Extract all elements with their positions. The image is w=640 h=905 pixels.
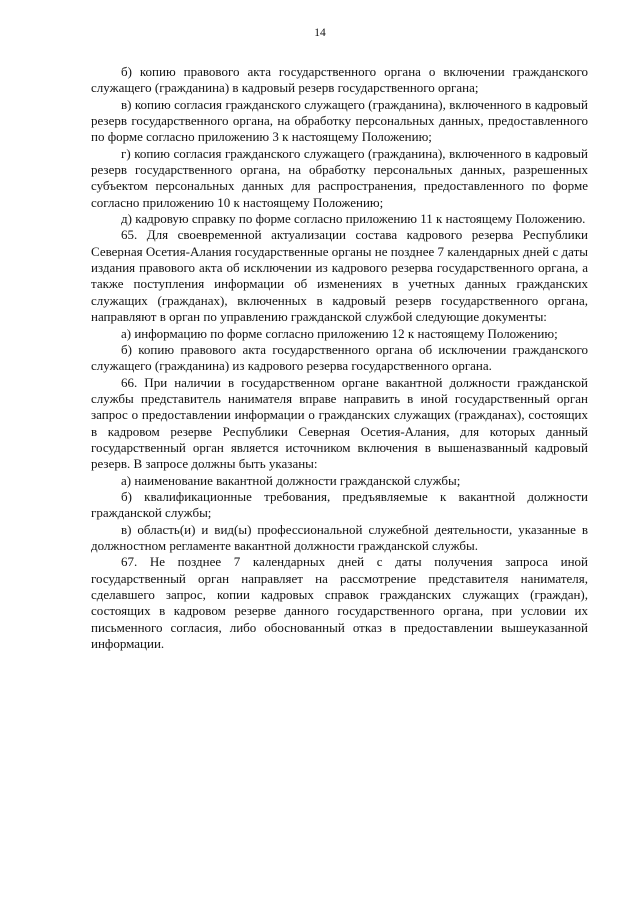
paragraph-66: 66. При наличии в государственном органе вакантной должности гражданской службы представитель нанимателя вправе направить в иной государственный орган запрос о предоставлении информации о гражданских служащих (гражданах), состоящих в кадровом резерве Республики Северная Осетия-Алания, для которых данный государственный орган является источником включения в вышеназванный кадровый резерв. В запросе должны быть указаны: [91,374,588,472]
document-body [91,64,588,652]
paragraph-v-consent-copy: в) копию согласия гражданского служащего (гражданина), включенного в кадровый резерв государственного органа, на обработку персональных данных, предоставленного по форме согласно приложению 3 к настоящему Положению; [91,96,588,145]
paragraph-d-personnel-reference: д) кадровую справку по форме согласно приложению 11 к настоящему Положению. [121,211,586,227]
paragraph-67: 67. Не позднее 7 календарных дней с даты получения запроса иной государственный орган направляет на рассмотрение представителя нанимателя, сделавшего запрос, копии кадровых справок гражданских служащих (граждан), состоящих в кадровом резерве данного государственного органа, при условии их письменного согласия, либо обоснованный отказ в предоставлении вышеуказанной информации. [91,554,588,652]
paragraph-66-a: а) наименование вакантной должности гражданской службы; [121,472,461,488]
paragraph-66-v: в) область(и) и вид(ы) профессиональной служебной деятельности, указанные в должностном регламенте вакантной должности гражданской службы. [91,521,588,553]
paragraph-g-consent-distribution: г) копию согласия гражданского служащего (гражданина), включенного в кадровый резерв государственного органа, на обработку персональных данных, разрешенных субъектом персональных данных для распространения, предоставленного по форме согласно приложению 10 к настоящему Положению; [91,145,588,210]
paragraph-65-a: а) информацию по форме согласно приложению 12 к настоящему Положению; [121,325,558,341]
paragraph-b-copy-of-act: б) копию правового акта государственного органа о включении гражданского служащего (гражданина) в кадровый резерв государственного органа; [91,64,588,96]
paragraph-65-b: б) копию правового акта государственного органа об исключении гражданского служащего (гражданина) из кадрового резерва государственного органа. [91,341,588,374]
paragraph-65: 65. Для своевременной актуализации состава кадрового резерва Республики Северная Осетия-Алания государственные органы не позднее 7 календарных дней с даты издания правового акта об исключении из кадрового резерва государственного органа, а также поступления информации об изменениях в учетных данных гражданских служащих (гражданах), включенных в кадровый резерв государственного органа, направляют в орган по управлению гражданской службой следующие документы: [91,227,588,325]
page-number: 14 [314,27,326,39]
paragraph-66-b: б) квалификационные требования, предъявляемые к вакантной должности гражданской службы; [91,488,588,521]
